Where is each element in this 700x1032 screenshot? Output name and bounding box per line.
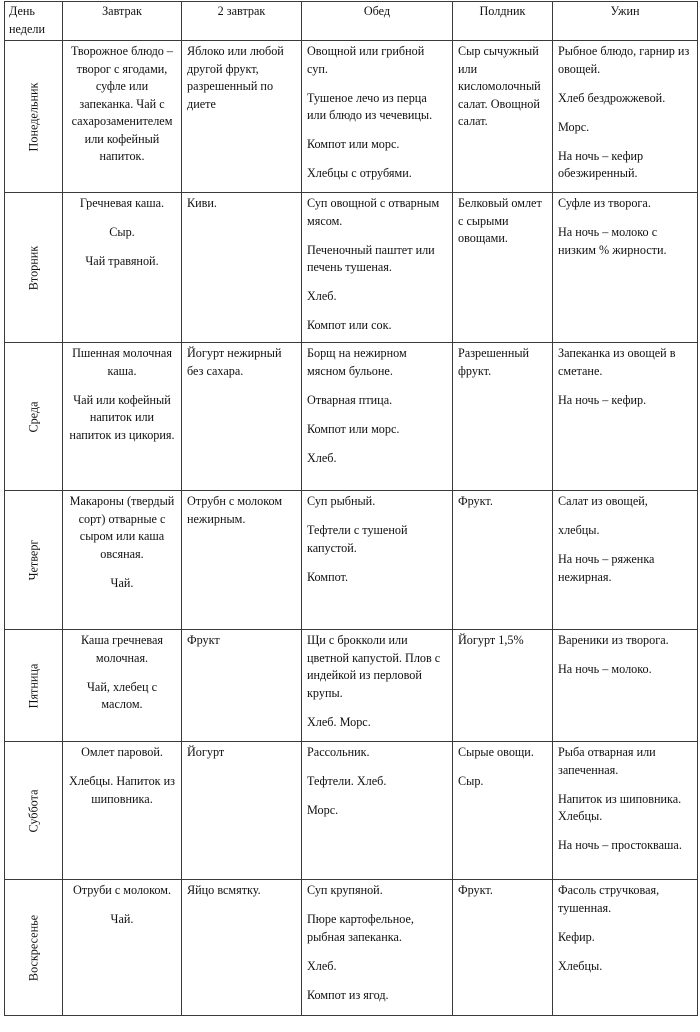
snack-cell xyxy=(453,630,553,742)
menu-item: Чай. xyxy=(110,912,134,926)
menu-item: Щи с брокколи или цветной капустой. Плов с индейкой из перловой крупы. xyxy=(307,633,441,700)
menu-item: Разрешенный фрукт. xyxy=(458,346,530,378)
snack-cell xyxy=(453,491,553,630)
header-lunch: Обед xyxy=(302,2,453,41)
menu-item: Фрукт. xyxy=(458,494,493,508)
table-row xyxy=(5,193,698,343)
table-row xyxy=(5,343,698,491)
menu-item: Суфле из творога. xyxy=(558,196,651,210)
menu-item: Отруби с молоком. xyxy=(72,883,172,897)
menu-item: Хлебцы. Напиток из шиповника. xyxy=(69,774,175,806)
header-day xyxy=(5,2,63,41)
menu-item: Чай, хлебец с маслом. xyxy=(87,679,157,711)
menu-item: Отварная птица. xyxy=(307,392,393,407)
header-day-line2: недели xyxy=(9,21,45,36)
dinner-cell xyxy=(553,193,698,343)
menu-item: Киви. xyxy=(187,196,217,210)
snack-cell xyxy=(453,193,553,343)
menu-item: Морс. xyxy=(558,119,590,134)
menu-item: Суп овощной с отварным мясом. xyxy=(307,196,440,228)
second-breakfast-cell xyxy=(182,41,302,193)
menu-item: Яйцо всмятку. xyxy=(187,883,261,897)
menu-item: Рыбное блюдо, гарнир из овощей. xyxy=(558,44,690,76)
menu-item: Йогурт нежирный без сахара. xyxy=(187,346,282,378)
day-label: Вторник xyxy=(25,245,40,290)
menu-item: Пшенная молочная каша. xyxy=(72,346,172,378)
second-breakfast-cell xyxy=(182,343,302,491)
lunch-cell xyxy=(302,41,453,193)
second-breakfast-cell xyxy=(182,193,302,343)
menu-item: Салат из овощей, xyxy=(558,494,648,508)
lunch-cell xyxy=(302,343,453,491)
dinner-cell xyxy=(553,630,698,742)
menu-item: Творожное блюдо – творог с ягодами, суфле или запеканка. Чай с сахарозаменителем или кофейный напиток. xyxy=(70,44,174,163)
snack-cell xyxy=(453,742,553,880)
breakfast-cell xyxy=(63,193,182,343)
lunch-cell xyxy=(302,880,453,1016)
menu-item: На ночь – простокваша. xyxy=(558,838,682,852)
menu-item: Макароны (твердый сорт) отварные с сыром или каша овсяная. xyxy=(69,494,175,561)
menu-item: Пюре картофельное, рыбная запеканка. xyxy=(307,912,414,944)
menu-item: Белковый омлет с сырыми овощами. xyxy=(458,196,542,245)
header-day-line1: День xyxy=(9,4,35,18)
menu-item: Печеночный паштет или печень тушеная. xyxy=(307,242,435,274)
menu-item: Йогурт xyxy=(187,745,225,759)
header-snack: Полдник xyxy=(453,2,553,41)
header-row xyxy=(5,2,698,41)
menu-item: Хлеб. xyxy=(307,289,337,303)
day-cell xyxy=(5,41,63,193)
menu-item: Рыба отварная или запеченная. xyxy=(558,745,656,777)
menu-item: Хлеб. xyxy=(307,958,337,973)
menu-item: Вареники из творога. xyxy=(558,633,669,647)
menu-item: Хлеб. xyxy=(307,450,337,465)
menu-item: Хлеб. Морс. xyxy=(307,714,371,729)
lunch-cell xyxy=(302,630,453,742)
breakfast-cell xyxy=(63,343,182,491)
menu-item: Напиток из шиповника. Хлебцы. xyxy=(558,791,682,823)
menu-item: Гречневая каша. xyxy=(79,196,165,210)
day-label: Воскресенье xyxy=(25,914,40,981)
lunch-cell xyxy=(302,742,453,880)
breakfast-cell xyxy=(63,742,182,880)
snack-cell xyxy=(453,343,553,491)
dinner-cell xyxy=(553,491,698,630)
day-label: Четверг xyxy=(25,539,40,581)
table-row xyxy=(5,880,698,1016)
menu-item: Яблоко или любой другой фрукт, разрешенный по диете xyxy=(187,44,284,111)
menu-item: Чай или кофейный напиток или напиток из цикория. xyxy=(69,392,175,442)
header-second-breakfast: 2 завтрак xyxy=(182,2,302,41)
day-label: Понедельник xyxy=(25,82,40,151)
day-cell xyxy=(5,742,63,880)
menu-item: Борщ на нежирном мясном бульоне. xyxy=(307,346,407,378)
menu-item: Запеканка из овощей в сметане. xyxy=(558,346,676,378)
menu-item: Хлебцы. xyxy=(558,958,603,973)
menu-item: Сыр сычужный или кисломолочный салат. Овощной салат. xyxy=(458,44,541,128)
table-row xyxy=(5,41,698,193)
menu-item: Отрубн с молоком нежирным. xyxy=(187,494,283,526)
day-label: Суббота xyxy=(25,789,40,832)
day-cell xyxy=(5,630,63,742)
lunch-cell xyxy=(302,491,453,630)
menu-item: Суп рыбный. xyxy=(307,494,376,508)
menu-item: Чай. xyxy=(110,575,134,590)
menu-item: Сыр. xyxy=(458,774,484,788)
day-cell xyxy=(5,491,63,630)
dinner-cell xyxy=(553,880,698,1016)
menu-item: Компот. xyxy=(307,569,349,584)
second-breakfast-cell xyxy=(182,491,302,630)
table-row xyxy=(5,491,698,630)
day-label: Пятница xyxy=(25,663,40,708)
menu-item: На ночь – кефир обезжиренный. xyxy=(558,148,644,180)
menu-item: Компот или морс. xyxy=(307,137,400,151)
weekly-menu-table xyxy=(4,1,698,1016)
day-cell xyxy=(5,193,63,343)
menu-item: Фрукт. xyxy=(458,883,493,897)
menu-item: Йогурт 1,5% xyxy=(458,633,524,647)
menu-item: Компот или морс. xyxy=(307,421,400,436)
dinner-cell xyxy=(553,742,698,880)
menu-item: хлебцы. xyxy=(558,523,600,537)
breakfast-cell xyxy=(63,880,182,1016)
breakfast-cell xyxy=(63,41,182,193)
menu-item: На ночь – молоко. xyxy=(558,662,652,676)
menu-item: Хлеб бездрожжевой. xyxy=(558,90,666,105)
menu-item: На ночь – кефир. xyxy=(558,392,647,407)
menu-item: Чай травяной. xyxy=(85,254,159,268)
menu-item: На ночь – молоко с низким % жирности. xyxy=(558,225,667,257)
menu-item: Хлебцы с отрубями. xyxy=(307,166,412,180)
second-breakfast-cell xyxy=(182,742,302,880)
table-row xyxy=(5,630,698,742)
dinner-cell xyxy=(553,41,698,193)
day-label: Среда xyxy=(25,400,40,433)
menu-item: Рассольник. xyxy=(307,745,370,759)
menu-item: Омлет паровой. xyxy=(81,745,163,759)
day-cell xyxy=(5,880,63,1016)
second-breakfast-cell xyxy=(182,880,302,1016)
menu-item: Сыр. xyxy=(109,225,135,239)
menu-item: Фасоль стручковая, тушенная. xyxy=(558,883,660,915)
menu-item: Тефтели с тушеной капустой. xyxy=(307,523,408,555)
header-breakfast: Завтрак xyxy=(63,2,182,41)
menu-item: Суп крупяной. xyxy=(307,883,383,897)
menu-item: Овощной или грибной суп. xyxy=(307,44,425,76)
menu-item: Компот или сок. xyxy=(307,318,392,332)
day-cell xyxy=(5,343,63,491)
snack-cell xyxy=(453,41,553,193)
menu-item: Фрукт xyxy=(187,633,220,647)
menu-item: Тефтели. Хлеб. xyxy=(307,774,387,788)
menu-item: Кефир. xyxy=(558,929,595,944)
menu-item: Тушеное лечо из перца или блюдо из чечевицы. xyxy=(307,90,433,122)
second-breakfast-cell xyxy=(182,630,302,742)
menu-item: Компот из ягод. xyxy=(307,987,389,1002)
breakfast-cell xyxy=(63,491,182,630)
menu-item: Каша гречневая молочная. xyxy=(80,633,164,665)
breakfast-cell xyxy=(63,630,182,742)
header-dinner: Ужин xyxy=(553,2,698,41)
snack-cell xyxy=(453,880,553,1016)
menu-item: Сырые овощи. xyxy=(458,745,534,759)
table-row xyxy=(5,742,698,880)
menu-item: Морс. xyxy=(307,803,339,817)
lunch-cell xyxy=(302,193,453,343)
menu-item: На ночь – ряженка нежирная. xyxy=(558,552,655,584)
dinner-cell xyxy=(553,343,698,491)
